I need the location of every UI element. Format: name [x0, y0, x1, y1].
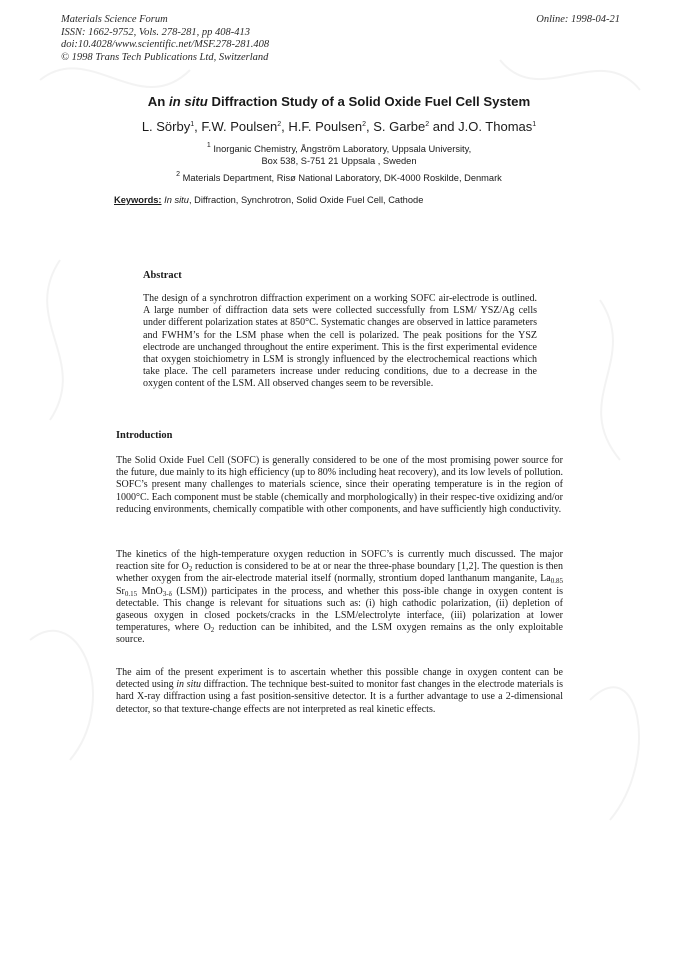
issn-line: ISSN: 1662-9752, Vols. 278-281, pp 408-413 — [61, 26, 250, 38]
author-name: F.W. Poulsen — [201, 119, 278, 134]
author-separator: and — [429, 119, 459, 134]
affiliation-line: Inorganic Chemistry, Ångström Laboratory, Uppsala University, — [213, 144, 472, 154]
introduction-heading: Introduction — [116, 430, 173, 441]
paper-title — [0, 94, 678, 109]
author-name: L. Sörby — [141, 119, 191, 134]
affiliation-2 — [0, 172, 678, 184]
keywords-label: Keywords: — [114, 195, 162, 205]
online-date: Online: 1998-04-21 — [536, 14, 620, 25]
affiliation-line: Materials Department, Risø National Laboratory, DK-4000 Roskilde, Denmark — [182, 173, 502, 183]
author-affiliation-mark: 2 — [277, 121, 282, 128]
affiliation-number: 2 — [176, 171, 181, 178]
text-run: The aim of the present experiment is to ascertain whether this possible change in oxygen content can be detected using — [116, 667, 563, 691]
subscript: 0.85 — [550, 577, 563, 586]
author-list — [0, 119, 678, 134]
author-affiliation-mark: 2 — [362, 121, 366, 128]
title-suffix: Diffraction Study of a Solid Oxide Fuel Cell System — [207, 94, 531, 109]
keyword-italic: In situ — [164, 195, 189, 205]
author-name: S. Garbe — [373, 119, 426, 134]
abstract-heading: Abstract — [143, 270, 182, 281]
author-separator: , — [194, 119, 202, 134]
italic-text: in situ — [176, 679, 202, 691]
abstract-paragraph: The design of a synchrotron diffraction experiment on a working SOFC air-electrode is outlined. A large number of diffraction data sets were collected successfully from LSM/ YSZ/Ag cells under different polarization states at 850°C. Systematic changes are observed in lattice parameters and FWHM’s for the LSM phase when the cell is polarized. The peak positions for the YSZ electrode are unchanged throughout the entire experiment. This is the first experimental evidence that oxygen stoichiometry in LSM is strongly influenced by the electrochemical reactions which take place. The cell parameters increase under reducing conditions, due to a decrease in the oxygen content of the LSM. All observed changes seem to be reversible. — [143, 293, 537, 390]
text-run: MnO — [137, 585, 163, 597]
copyright-line: © 1998 Trans Tech Publications Ltd, Switzerland — [61, 51, 269, 63]
subscript: 2 — [188, 565, 193, 574]
author-affiliation-mark: 1 — [190, 121, 195, 128]
subscript: 0.15 — [124, 589, 138, 598]
paragraph-text: The Solid Oxide Fuel Cell (SOFC) is generally considered to be one of the most promising power source for the future, due mainly to its high efficiency (up to 80% including heat recovery), and its low levels of pollution. SOFC’s present many challenges to materials science, since their operating temperature is in the region of 1000°C. Each component must be stable (chemically and morphologically) in their respec-tive oxidizing and/or reducing environments, chemically compatible with other components, and have sufficiently high conductivity. — [116, 455, 563, 515]
text-run: diffraction. The technique best-suited to monitor fast changes in the electrode materials is hard X-ray diffraction using a fast position-sensitive detector. It is a further advantage to use a 2-dimensional detector, so that texture-change effects are not interpreted as real kinetic effects. — [116, 679, 563, 715]
author-name: H.F. Poulsen — [288, 119, 363, 134]
intro-paragraph-2 — [116, 549, 563, 647]
author-affiliation-mark: 2 — [425, 121, 430, 128]
abstract-text — [143, 293, 537, 391]
subscript: 2 — [210, 626, 215, 635]
affiliation-number: 1 — [206, 142, 211, 149]
doi-link[interactable]: doi:10.4028/www.scientific.net/MSF.278-281.408 — [61, 39, 270, 51]
author-separator: , — [281, 119, 289, 134]
keywords-line — [114, 195, 423, 205]
text-run: reduction is considered to be at or near the three-phase boundary [1,2]. The question is then whether oxygen from the air-electrode material itself (normally, strontium doped lanthanum manganite, La — [116, 561, 563, 585]
journal-name: Materials Science Forum — [61, 14, 168, 25]
author-name: J.O. Thomas — [458, 119, 533, 134]
author-separator: , — [366, 119, 374, 134]
intro-paragraph-3 — [116, 667, 563, 716]
text-run: reduction can be inhibited, and the LSM oxygen remains as the only exploitable source. — [116, 622, 563, 646]
title-italic: in situ — [168, 94, 208, 109]
intro-paragraph-1 — [116, 455, 563, 516]
subscript: 3-δ — [162, 589, 172, 598]
keywords-rest: , Diffraction, Synchrotron, Solid Oxide Fuel Cell, Cathode — [188, 195, 424, 205]
affiliation-line: Box 538, S-751 21 Uppsala , Sweden — [261, 156, 417, 166]
text-run: The kinetics of the high-temperature oxygen reduction in SOFC’s is currently much discussed. The major reaction site for O — [116, 549, 563, 573]
author-affiliation-mark: 1 — [532, 121, 537, 128]
text-run: (LSM)) participates in the process, and whether this poss-ible change in oxygen content is detectable. This change is relevant for situations such as: (i) high cathodic polarization, (ii) depletion of gaseous oxygen in closed pockets/cracks in the LSM/electrolyte interface, (iii) polarization at lower temperatures, where O — [116, 585, 563, 634]
journal-header — [61, 14, 269, 64]
text-run: Sr — [116, 585, 125, 597]
affiliation-1 — [0, 143, 678, 167]
title-prefix: An — [147, 94, 169, 109]
